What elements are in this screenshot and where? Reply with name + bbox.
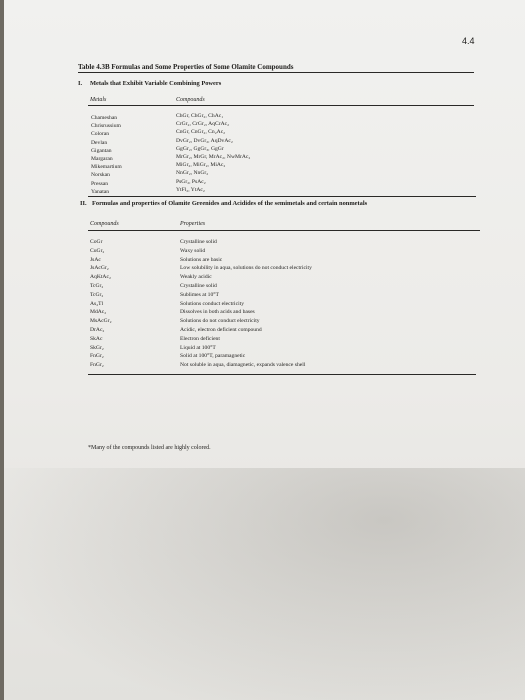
section2-bottom-rule	[88, 374, 476, 375]
metal-name: Devlan	[91, 139, 108, 146]
section2-col-compounds: Compounds	[90, 221, 119, 227]
compound-formula: AqKtAc₂	[90, 274, 111, 281]
document-page	[4, 0, 525, 700]
section1-col-metals: Metals	[90, 97, 107, 103]
compound-formula: DrAc₂	[90, 326, 105, 333]
section2-col-properties: Properties	[180, 221, 206, 227]
compound-formulas: ChGr, ChGr₂, ChAc₁	[176, 113, 224, 119]
page-shadow	[4, 468, 525, 700]
compound-formulas: YtFl₂, YtAc₂	[176, 186, 205, 193]
footnote: *Many of the compounds listed are highly colored.	[88, 445, 211, 451]
compound-property: Solid at 100°T, paramagnetic	[180, 353, 246, 360]
compound-formula: MsAcGr₂	[90, 318, 112, 325]
section1-col-compounds: Compounds	[176, 97, 205, 103]
compound-property: Crystalline solid	[180, 239, 217, 245]
compound-formula: CuGr₂	[90, 247, 105, 254]
compound-property: Liquid at 100°T	[180, 344, 216, 351]
compound-formulas: MrGr₂, MrGr, MrAc₂, NwMrAc₂	[176, 154, 251, 161]
section1-compounds-column	[176, 112, 250, 194]
compound-formula: MdAc₂	[90, 309, 107, 316]
compound-formula: JsAcGr₂	[90, 265, 109, 272]
compound-property: Dissolves in both acids and bases	[180, 309, 255, 316]
title-rule	[78, 72, 474, 73]
compound-property: Not soluble in aqua, diamagnetic, expands valence shell	[180, 362, 306, 369]
section2-compounds-column	[90, 238, 112, 370]
compound-property: Solutions do not conduct electricity	[180, 318, 260, 325]
table-title: Table 4.3B Formulas and Some Properties of Some Olamite Compounds	[78, 63, 294, 71]
compound-property: Solutions conduct electricity	[180, 300, 245, 307]
compound-property: Crystalline solid	[180, 282, 217, 289]
section1-heading: I. Metals that Exhibit Variable Combining Powers	[78, 80, 222, 87]
compound-property: Low solubility in aqua, solutions do not conduct electricity	[180, 265, 312, 272]
metal-name: Margaran	[91, 156, 113, 163]
compound-formula: FnGr₂	[90, 362, 104, 369]
metal-name: Gigantan	[91, 147, 112, 154]
compound-formulas: NnGr₂, NnGr₂	[176, 170, 209, 177]
section1-header-rule	[88, 105, 474, 106]
compound-formula: JsAc	[90, 256, 101, 263]
section2-properties-column	[180, 238, 312, 370]
compound-formulas: DvGr₂, DvGr₂, AqDvAc₂	[176, 137, 233, 144]
metal-name: Yanatan	[91, 188, 110, 195]
compound-formula: TcGr₂	[90, 282, 104, 289]
compound-formula: SkGr₂	[90, 344, 104, 351]
section1-metals-column	[91, 114, 122, 196]
compound-formula: As₂Tl	[90, 300, 104, 307]
metal-name: Mikemartium	[91, 164, 122, 171]
metal-name: Pressan	[91, 180, 109, 187]
metal-name: Coloran	[91, 131, 110, 138]
compound-property: Waxy solid	[180, 247, 206, 254]
compound-formula: CoGr	[90, 239, 103, 245]
metal-name: Chameshan	[91, 115, 118, 121]
metal-name: Chrisrussium	[91, 123, 121, 130]
compound-formulas: MiGr₂, MiGr₂, MiAc₂	[176, 162, 226, 169]
compound-property: Acidic, electron deficient compound	[180, 326, 262, 333]
compound-formulas: CrGr₂, CrGr₂, AqCrAc₂	[176, 121, 230, 128]
compound-property: Weakly acidic	[180, 274, 212, 281]
compound-formulas: GgGr₂, GgGr₃, GgGr	[176, 145, 224, 152]
section1-bottom-rule	[88, 196, 476, 197]
compound-property: Sublimes at 10°T	[180, 291, 219, 298]
metal-name: Norskan	[91, 172, 110, 179]
page-number: 4.4	[462, 36, 475, 46]
compound-formula: SkAc	[90, 335, 103, 342]
section2-heading: II. Formulas and properties of Olamite Greenides and Acidides of the semimetals and certain nonmetals	[80, 200, 368, 207]
compound-property: Solutions are basic	[180, 256, 223, 263]
section2-header-rule	[88, 230, 480, 231]
compound-formula: FnGr₂	[90, 353, 104, 360]
compound-formulas: CnGr, CnGr₂, Cn₂Ac₂	[176, 129, 226, 136]
compound-formula: TcGr₂	[90, 291, 104, 298]
compound-property: Electron deficient	[180, 335, 220, 342]
compound-formulas: PsGr₂, PsAc₂	[176, 178, 206, 185]
